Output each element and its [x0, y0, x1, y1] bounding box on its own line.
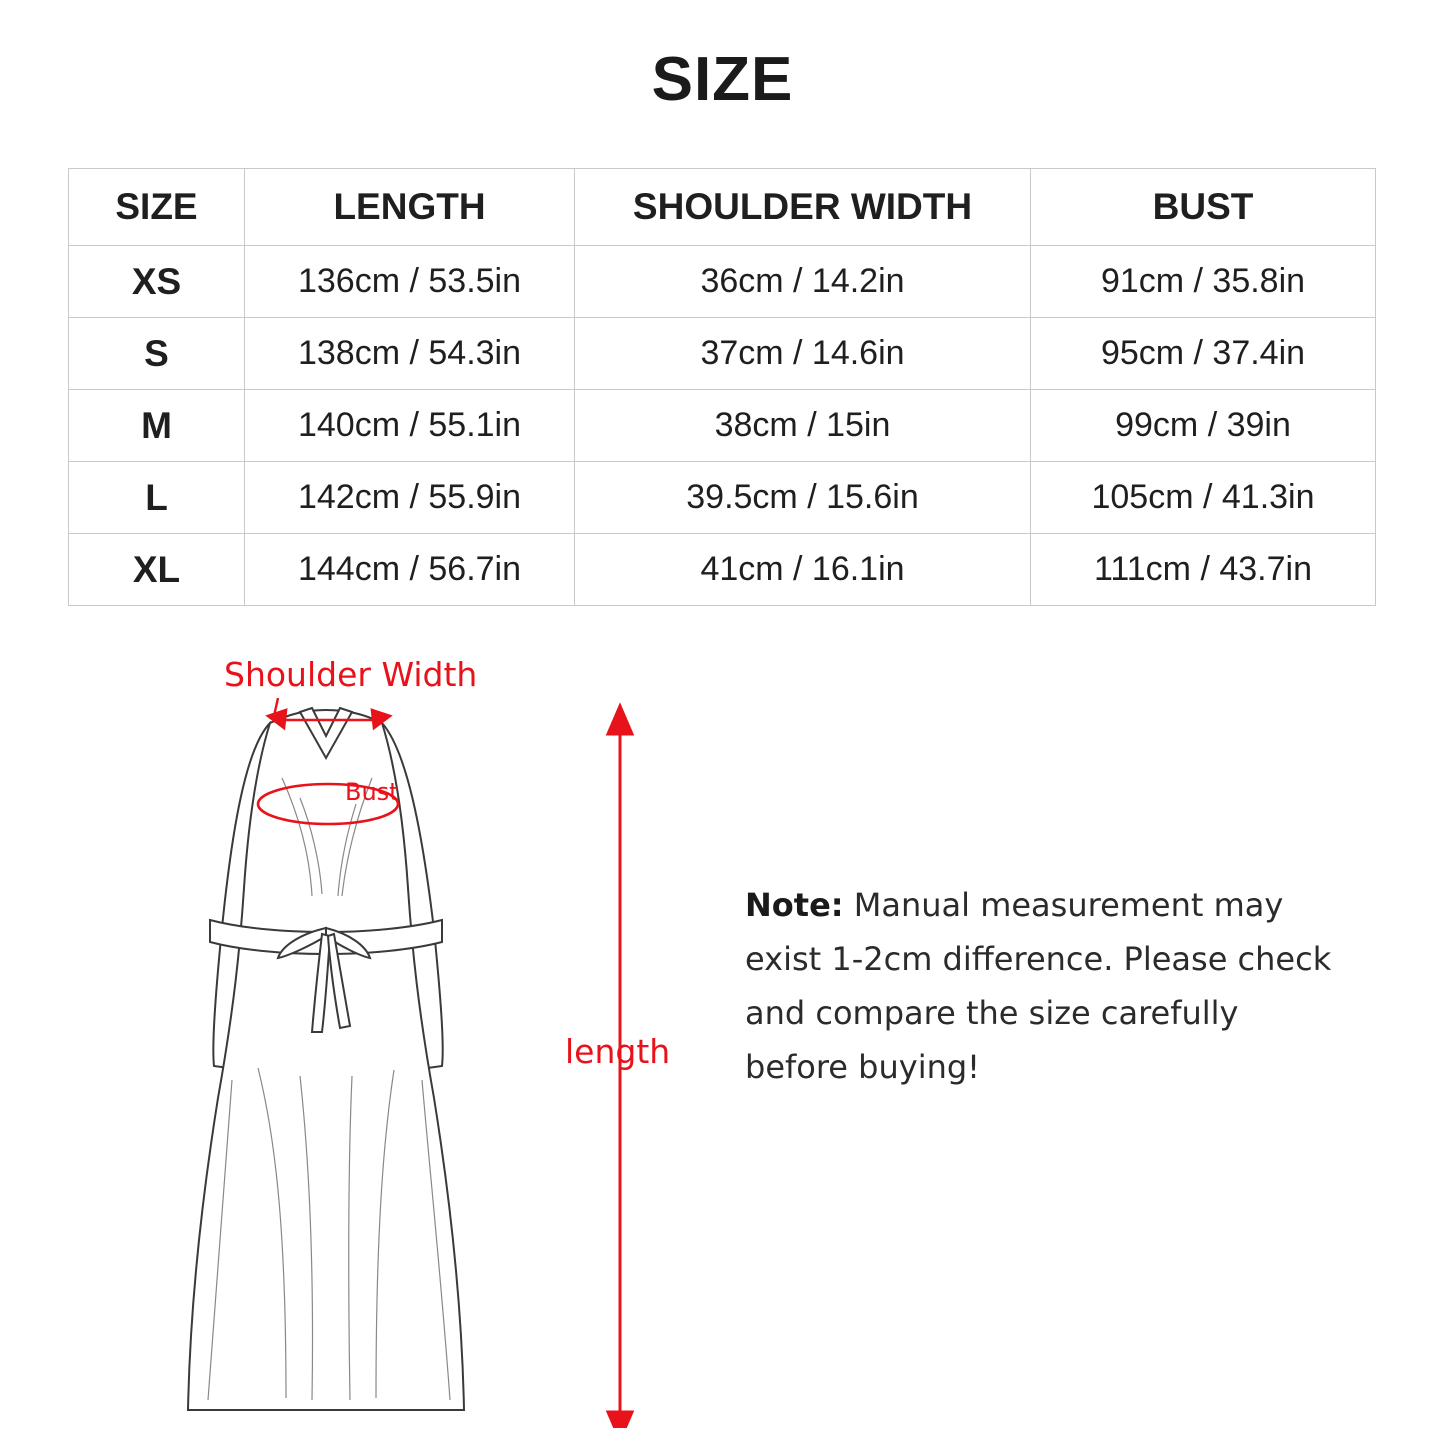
cell-size: XL: [69, 534, 245, 606]
cell-shoulder: 36cm / 14.2in: [575, 246, 1031, 318]
cell-shoulder: 37cm / 14.6in: [575, 318, 1031, 390]
column-header-size: SIZE: [69, 169, 245, 246]
cell-length: 136cm / 53.5in: [245, 246, 575, 318]
table-row: [69, 246, 1376, 318]
cell-length: 140cm / 55.1in: [245, 390, 575, 462]
table-row: [69, 390, 1376, 462]
table-row: [69, 534, 1376, 606]
page-title: SIZE: [651, 45, 794, 114]
size-table: [68, 168, 1376, 606]
bust-label: Bust: [345, 778, 399, 806]
table-header-row: [69, 169, 1376, 246]
cell-bust: 91cm / 35.8in: [1031, 246, 1376, 318]
cell-size: S: [69, 318, 245, 390]
cell-length: 138cm / 54.3in: [245, 318, 575, 390]
cell-size: XS: [69, 246, 245, 318]
column-header-length: LENGTH: [245, 169, 575, 246]
measurement-note: [745, 878, 1335, 1094]
cell-shoulder: 38cm / 15in: [575, 390, 1031, 462]
cell-size: M: [69, 390, 245, 462]
cell-shoulder: 41cm / 16.1in: [575, 534, 1031, 606]
cell-bust: 95cm / 37.4in: [1031, 318, 1376, 390]
cell-length: 144cm / 56.7in: [245, 534, 575, 606]
shoulder-width-label: Shoulder Width: [224, 655, 478, 694]
length-label: length: [565, 1032, 671, 1071]
table-row: [69, 462, 1376, 534]
garment-illustration: [150, 628, 770, 1428]
table-row: [69, 318, 1376, 390]
cell-bust: 99cm / 39in: [1031, 390, 1376, 462]
cell-length: 142cm / 55.9in: [245, 462, 575, 534]
cell-size: L: [69, 462, 245, 534]
dress-diagram-icon: [150, 628, 770, 1428]
cell-bust: 111cm / 43.7in: [1031, 534, 1376, 606]
column-header-bust: BUST: [1031, 169, 1376, 246]
column-header-shoulder-width: SHOULDER WIDTH: [575, 169, 1031, 246]
note-text: Manual measurement may exist 1-2cm difference. Please check and compare the size carefully before buying!: [745, 886, 1332, 1086]
cell-bust: 105cm / 41.3in: [1031, 462, 1376, 534]
note-prefix: Note:: [745, 886, 844, 924]
cell-shoulder: 39.5cm / 15.6in: [575, 462, 1031, 534]
